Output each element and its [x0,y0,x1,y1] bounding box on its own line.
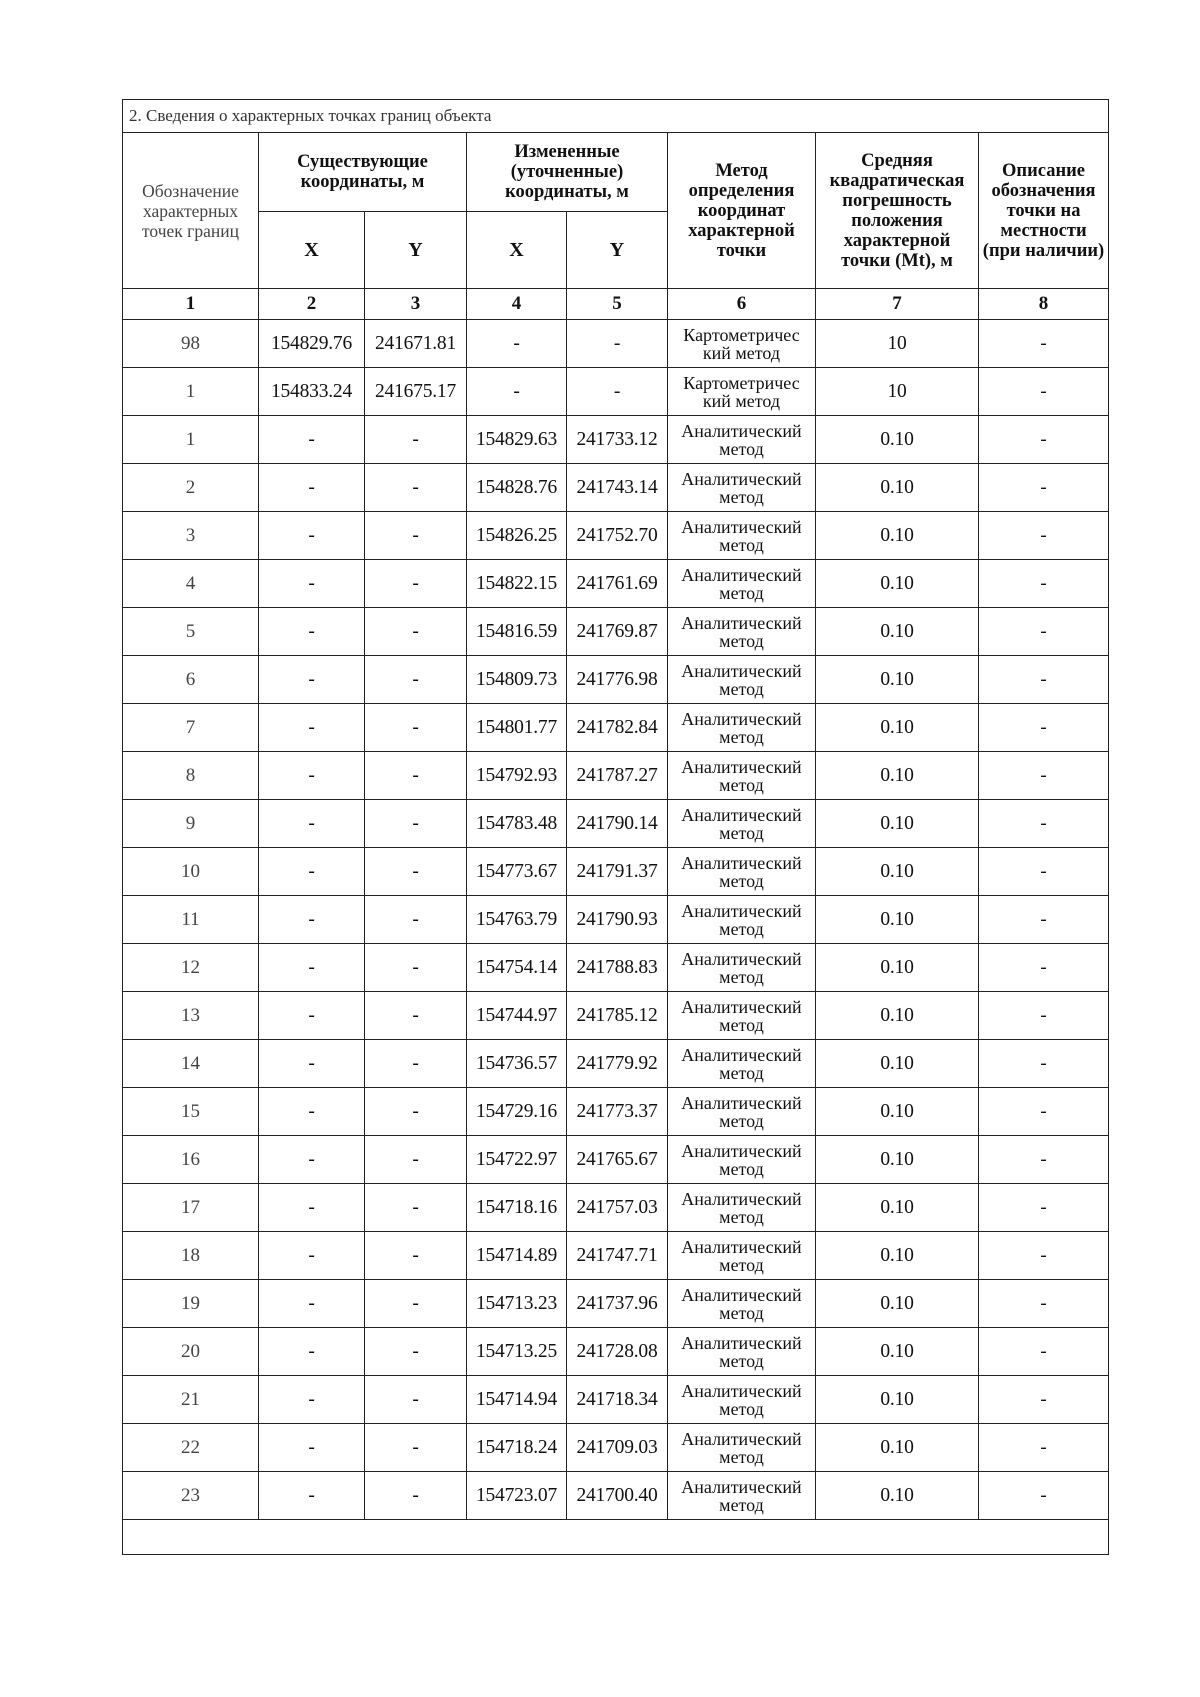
existing-y-cell: - [365,944,467,992]
changed-y-cell: 241737.96 [567,1280,668,1328]
existing-y-cell: - [365,1328,467,1376]
changed-y-cell: 241733.12 [567,416,668,464]
description-cell: - [979,848,1109,896]
description-cell: - [979,1136,1109,1184]
column-number: 5 [567,289,668,320]
point-designation-cell: 1 [123,368,259,416]
description-cell: - [979,560,1109,608]
mean-error-cell: 0.10 [816,1088,979,1136]
point-designation-cell: 23 [123,1472,259,1520]
table-row [123,800,1109,848]
mean-error-cell: 0.10 [816,416,979,464]
method-cell: Аналитический метод [668,656,816,704]
existing-x-cell: - [259,896,365,944]
mean-error-cell: 0.10 [816,992,979,1040]
description-cell: - [979,1040,1109,1088]
method-cell: Аналитический метод [668,752,816,800]
method-cell: Аналитический метод [668,1136,816,1184]
changed-x-cell: 154754.14 [467,944,567,992]
changed-y-cell: 241790.14 [567,800,668,848]
changed-y-cell: - [567,368,668,416]
point-designation-cell: 12 [123,944,259,992]
boundary-points-table [122,99,1109,1555]
existing-x-cell: - [259,848,365,896]
changed-y-cell: 241700.40 [567,1472,668,1520]
table-row [123,1280,1109,1328]
mean-error-cell: 0.10 [816,944,979,992]
existing-y-cell: - [365,752,467,800]
changed-x-cell: 154736.57 [467,1040,567,1088]
existing-x-cell: - [259,704,365,752]
existing-y-cell: - [365,464,467,512]
changed-x-cell: 154828.76 [467,464,567,512]
mean-error-cell: 0.10 [816,896,979,944]
description-cell: - [979,896,1109,944]
existing-x-cell: - [259,1184,365,1232]
table-row [123,560,1109,608]
description-cell: - [979,1424,1109,1472]
changed-x-cell: - [467,368,567,416]
method-cell: Аналитический метод [668,512,816,560]
description-cell: - [979,1280,1109,1328]
existing-y-cell: - [365,1472,467,1520]
mean-error-cell: 0.10 [816,608,979,656]
table-row [123,512,1109,560]
mean-error-cell: 0.10 [816,704,979,752]
mean-error-cell: 10 [816,320,979,368]
description-cell: - [979,1328,1109,1376]
changed-y-cell: - [567,320,668,368]
point-designation-cell: 19 [123,1280,259,1328]
changed-y-cell: 241787.27 [567,752,668,800]
mean-error-cell: 10 [816,368,979,416]
existing-x-cell: - [259,560,365,608]
mean-error-cell: 0.10 [816,1328,979,1376]
method-cell: Аналитический метод [668,1040,816,1088]
description-cell: - [979,1088,1109,1136]
point-designation-cell: 17 [123,1184,259,1232]
column-number: 6 [668,289,816,320]
existing-x-cell: - [259,992,365,1040]
changed-x-cell: 154792.93 [467,752,567,800]
method-cell: Аналитический метод [668,944,816,992]
method-cell: Аналитический метод [668,1472,816,1520]
mean-error-cell: 0.10 [816,1184,979,1232]
document-sheet [122,99,1108,1555]
existing-y-cell: - [365,848,467,896]
point-designation-cell: 20 [123,1328,259,1376]
table-row [123,1088,1109,1136]
header-existing-x: X [259,212,365,289]
table-row [123,1136,1109,1184]
point-designation-cell: 8 [123,752,259,800]
point-designation-cell: 10 [123,848,259,896]
method-cell: Картометричес кий метод [668,320,816,368]
existing-y-cell: - [365,416,467,464]
header-changed-coords: Измененные (уточненные) координаты, м [467,133,668,212]
header-point-designation: Обозначение характерных точек границ [123,133,259,289]
point-designation-cell: 18 [123,1232,259,1280]
changed-x-cell: 154722.97 [467,1136,567,1184]
description-cell: - [979,1376,1109,1424]
header-changed-y: Y [567,212,668,289]
existing-y-cell: - [365,1136,467,1184]
point-designation-cell: 13 [123,992,259,1040]
column-number: 1 [123,289,259,320]
point-designation-cell: 9 [123,800,259,848]
changed-x-cell: 154718.24 [467,1424,567,1472]
existing-x-cell: - [259,800,365,848]
method-cell: Аналитический метод [668,704,816,752]
method-cell: Аналитический метод [668,1184,816,1232]
changed-y-cell: 241782.84 [567,704,668,752]
mean-error-cell: 0.10 [816,1472,979,1520]
changed-x-cell: 154718.16 [467,1184,567,1232]
changed-y-cell: 241718.34 [567,1376,668,1424]
existing-x-cell: - [259,1472,365,1520]
changed-x-cell: 154783.48 [467,800,567,848]
changed-x-cell: 154829.63 [467,416,567,464]
point-designation-cell: 2 [123,464,259,512]
existing-x-cell: - [259,1280,365,1328]
table-row [123,896,1109,944]
method-cell: Аналитический метод [668,1328,816,1376]
existing-x-cell: - [259,1376,365,1424]
mean-error-cell: 0.10 [816,848,979,896]
table-row [123,656,1109,704]
point-designation-cell: 14 [123,1040,259,1088]
column-number: 2 [259,289,365,320]
method-cell: Аналитический метод [668,560,816,608]
header-changed-x: X [467,212,567,289]
header-existing-coords: Существующие координаты, м [259,133,467,212]
header-existing-y: Y [365,212,467,289]
changed-x-cell: 154809.73 [467,656,567,704]
method-cell: Аналитический метод [668,848,816,896]
method-cell: Картометричес кий метод [668,368,816,416]
method-cell: Аналитический метод [668,416,816,464]
header-method: Метод определения координат характерной точки [668,133,816,289]
existing-y-cell: - [365,1040,467,1088]
method-cell: Аналитический метод [668,800,816,848]
mean-error-cell: 0.10 [816,560,979,608]
changed-x-cell: 154713.23 [467,1280,567,1328]
point-designation-cell: 4 [123,560,259,608]
point-designation-cell: 21 [123,1376,259,1424]
mean-error-cell: 0.10 [816,1040,979,1088]
changed-y-cell: 241765.67 [567,1136,668,1184]
existing-x-cell: 154829.76 [259,320,365,368]
table-caption: 2. Сведения о характерных точках границ объекта [123,100,1109,133]
description-cell: - [979,1472,1109,1520]
mean-error-cell: 0.10 [816,800,979,848]
header-row-1 [123,133,1109,212]
point-designation-cell: 22 [123,1424,259,1472]
empty-footer-row [123,1520,1109,1555]
mean-error-cell: 0.10 [816,752,979,800]
mean-error-cell: 0.10 [816,1376,979,1424]
existing-x-cell: - [259,1088,365,1136]
changed-y-cell: 241709.03 [567,1424,668,1472]
column-number: 7 [816,289,979,320]
table-row [123,320,1109,368]
changed-x-cell: 154763.79 [467,896,567,944]
method-cell: Аналитический метод [668,464,816,512]
method-cell: Аналитический метод [668,992,816,1040]
method-cell: Аналитический метод [668,608,816,656]
method-cell: Аналитический метод [668,1376,816,1424]
changed-x-cell: 154773.67 [467,848,567,896]
changed-x-cell: 154801.77 [467,704,567,752]
description-cell: - [979,704,1109,752]
mean-error-cell: 0.10 [816,1232,979,1280]
point-designation-cell: 7 [123,704,259,752]
changed-x-cell: 154744.97 [467,992,567,1040]
existing-x-cell: - [259,1328,365,1376]
existing-y-cell: - [365,896,467,944]
changed-y-cell: 241790.93 [567,896,668,944]
existing-x-cell: - [259,416,365,464]
description-cell: - [979,800,1109,848]
existing-y-cell: - [365,1232,467,1280]
table-row [123,1040,1109,1088]
empty-footer-cell [123,1520,1109,1555]
method-cell: Аналитический метод [668,1232,816,1280]
method-cell: Аналитический метод [668,1088,816,1136]
changed-y-cell: 241769.87 [567,608,668,656]
method-cell: Аналитический метод [668,1280,816,1328]
header-mean-error: Средняя квадратическая погрешность положения характерной точки (Mt), м [816,133,979,289]
existing-y-cell: - [365,1088,467,1136]
existing-y-cell: - [365,800,467,848]
description-cell: - [979,1184,1109,1232]
description-cell: - [979,992,1109,1040]
changed-y-cell: 241779.92 [567,1040,668,1088]
existing-x-cell: - [259,1040,365,1088]
changed-y-cell: 241752.70 [567,512,668,560]
description-cell: - [979,944,1109,992]
changed-y-cell: 241747.71 [567,1232,668,1280]
changed-y-cell: 241788.83 [567,944,668,992]
changed-y-cell: 241785.12 [567,992,668,1040]
changed-x-cell: 154714.94 [467,1376,567,1424]
existing-x-cell: - [259,656,365,704]
existing-y-cell: - [365,1376,467,1424]
existing-x-cell: - [259,608,365,656]
description-cell: - [979,416,1109,464]
mean-error-cell: 0.10 [816,464,979,512]
existing-y-cell: 241671.81 [365,320,467,368]
changed-x-cell: 154816.59 [467,608,567,656]
caption-row [123,100,1109,133]
table-row [123,752,1109,800]
mean-error-cell: 0.10 [816,1424,979,1472]
existing-x-cell: - [259,1232,365,1280]
description-cell: - [979,608,1109,656]
description-cell: - [979,512,1109,560]
existing-y-cell: - [365,656,467,704]
table-row [123,368,1109,416]
changed-x-cell: 154822.15 [467,560,567,608]
changed-x-cell: - [467,320,567,368]
header-description: Описание обозначения точки на местности (при наличии) [979,133,1109,289]
column-number: 3 [365,289,467,320]
point-designation-cell: 16 [123,1136,259,1184]
mean-error-cell: 0.10 [816,512,979,560]
point-designation-cell: 1 [123,416,259,464]
point-designation-cell: 6 [123,656,259,704]
method-cell: Аналитический метод [668,1424,816,1472]
table-row [123,1424,1109,1472]
existing-y-cell: - [365,1184,467,1232]
existing-x-cell: - [259,464,365,512]
existing-x-cell: - [259,944,365,992]
existing-y-cell: - [365,512,467,560]
existing-x-cell: - [259,1424,365,1472]
changed-y-cell: 241761.69 [567,560,668,608]
description-cell: - [979,752,1109,800]
table-row [123,848,1109,896]
existing-y-cell: - [365,1280,467,1328]
column-number: 8 [979,289,1109,320]
mean-error-cell: 0.10 [816,1136,979,1184]
changed-y-cell: 241773.37 [567,1088,668,1136]
changed-y-cell: 241757.03 [567,1184,668,1232]
table-row [123,416,1109,464]
table-row [123,1376,1109,1424]
existing-y-cell: - [365,608,467,656]
description-cell: - [979,1232,1109,1280]
table-row [123,1232,1109,1280]
method-cell: Аналитический метод [668,896,816,944]
description-cell: - [979,320,1109,368]
column-number-row [123,289,1109,320]
point-designation-cell: 11 [123,896,259,944]
table-row [123,1184,1109,1232]
existing-x-cell: - [259,752,365,800]
existing-x-cell: - [259,1136,365,1184]
changed-x-cell: 154826.25 [467,512,567,560]
changed-x-cell: 154714.89 [467,1232,567,1280]
description-cell: - [979,464,1109,512]
point-designation-cell: 15 [123,1088,259,1136]
changed-y-cell: 241728.08 [567,1328,668,1376]
mean-error-cell: 0.10 [816,656,979,704]
existing-y-cell: - [365,704,467,752]
changed-y-cell: 241791.37 [567,848,668,896]
changed-x-cell: 154723.07 [467,1472,567,1520]
table-row [123,608,1109,656]
description-cell: - [979,368,1109,416]
point-designation-cell: 5 [123,608,259,656]
existing-y-cell: - [365,560,467,608]
existing-y-cell: - [365,1424,467,1472]
description-cell: - [979,656,1109,704]
point-designation-cell: 3 [123,512,259,560]
changed-x-cell: 154729.16 [467,1088,567,1136]
existing-y-cell: - [365,992,467,1040]
mean-error-cell: 0.10 [816,1280,979,1328]
column-number: 4 [467,289,567,320]
table-row [123,992,1109,1040]
changed-y-cell: 241776.98 [567,656,668,704]
table-row [123,944,1109,992]
table-row [123,464,1109,512]
existing-x-cell: - [259,512,365,560]
table-row [123,704,1109,752]
changed-y-cell: 241743.14 [567,464,668,512]
point-designation-cell: 98 [123,320,259,368]
existing-x-cell: 154833.24 [259,368,365,416]
existing-y-cell: 241675.17 [365,368,467,416]
table-row [123,1472,1109,1520]
changed-x-cell: 154713.25 [467,1328,567,1376]
table-row [123,1328,1109,1376]
